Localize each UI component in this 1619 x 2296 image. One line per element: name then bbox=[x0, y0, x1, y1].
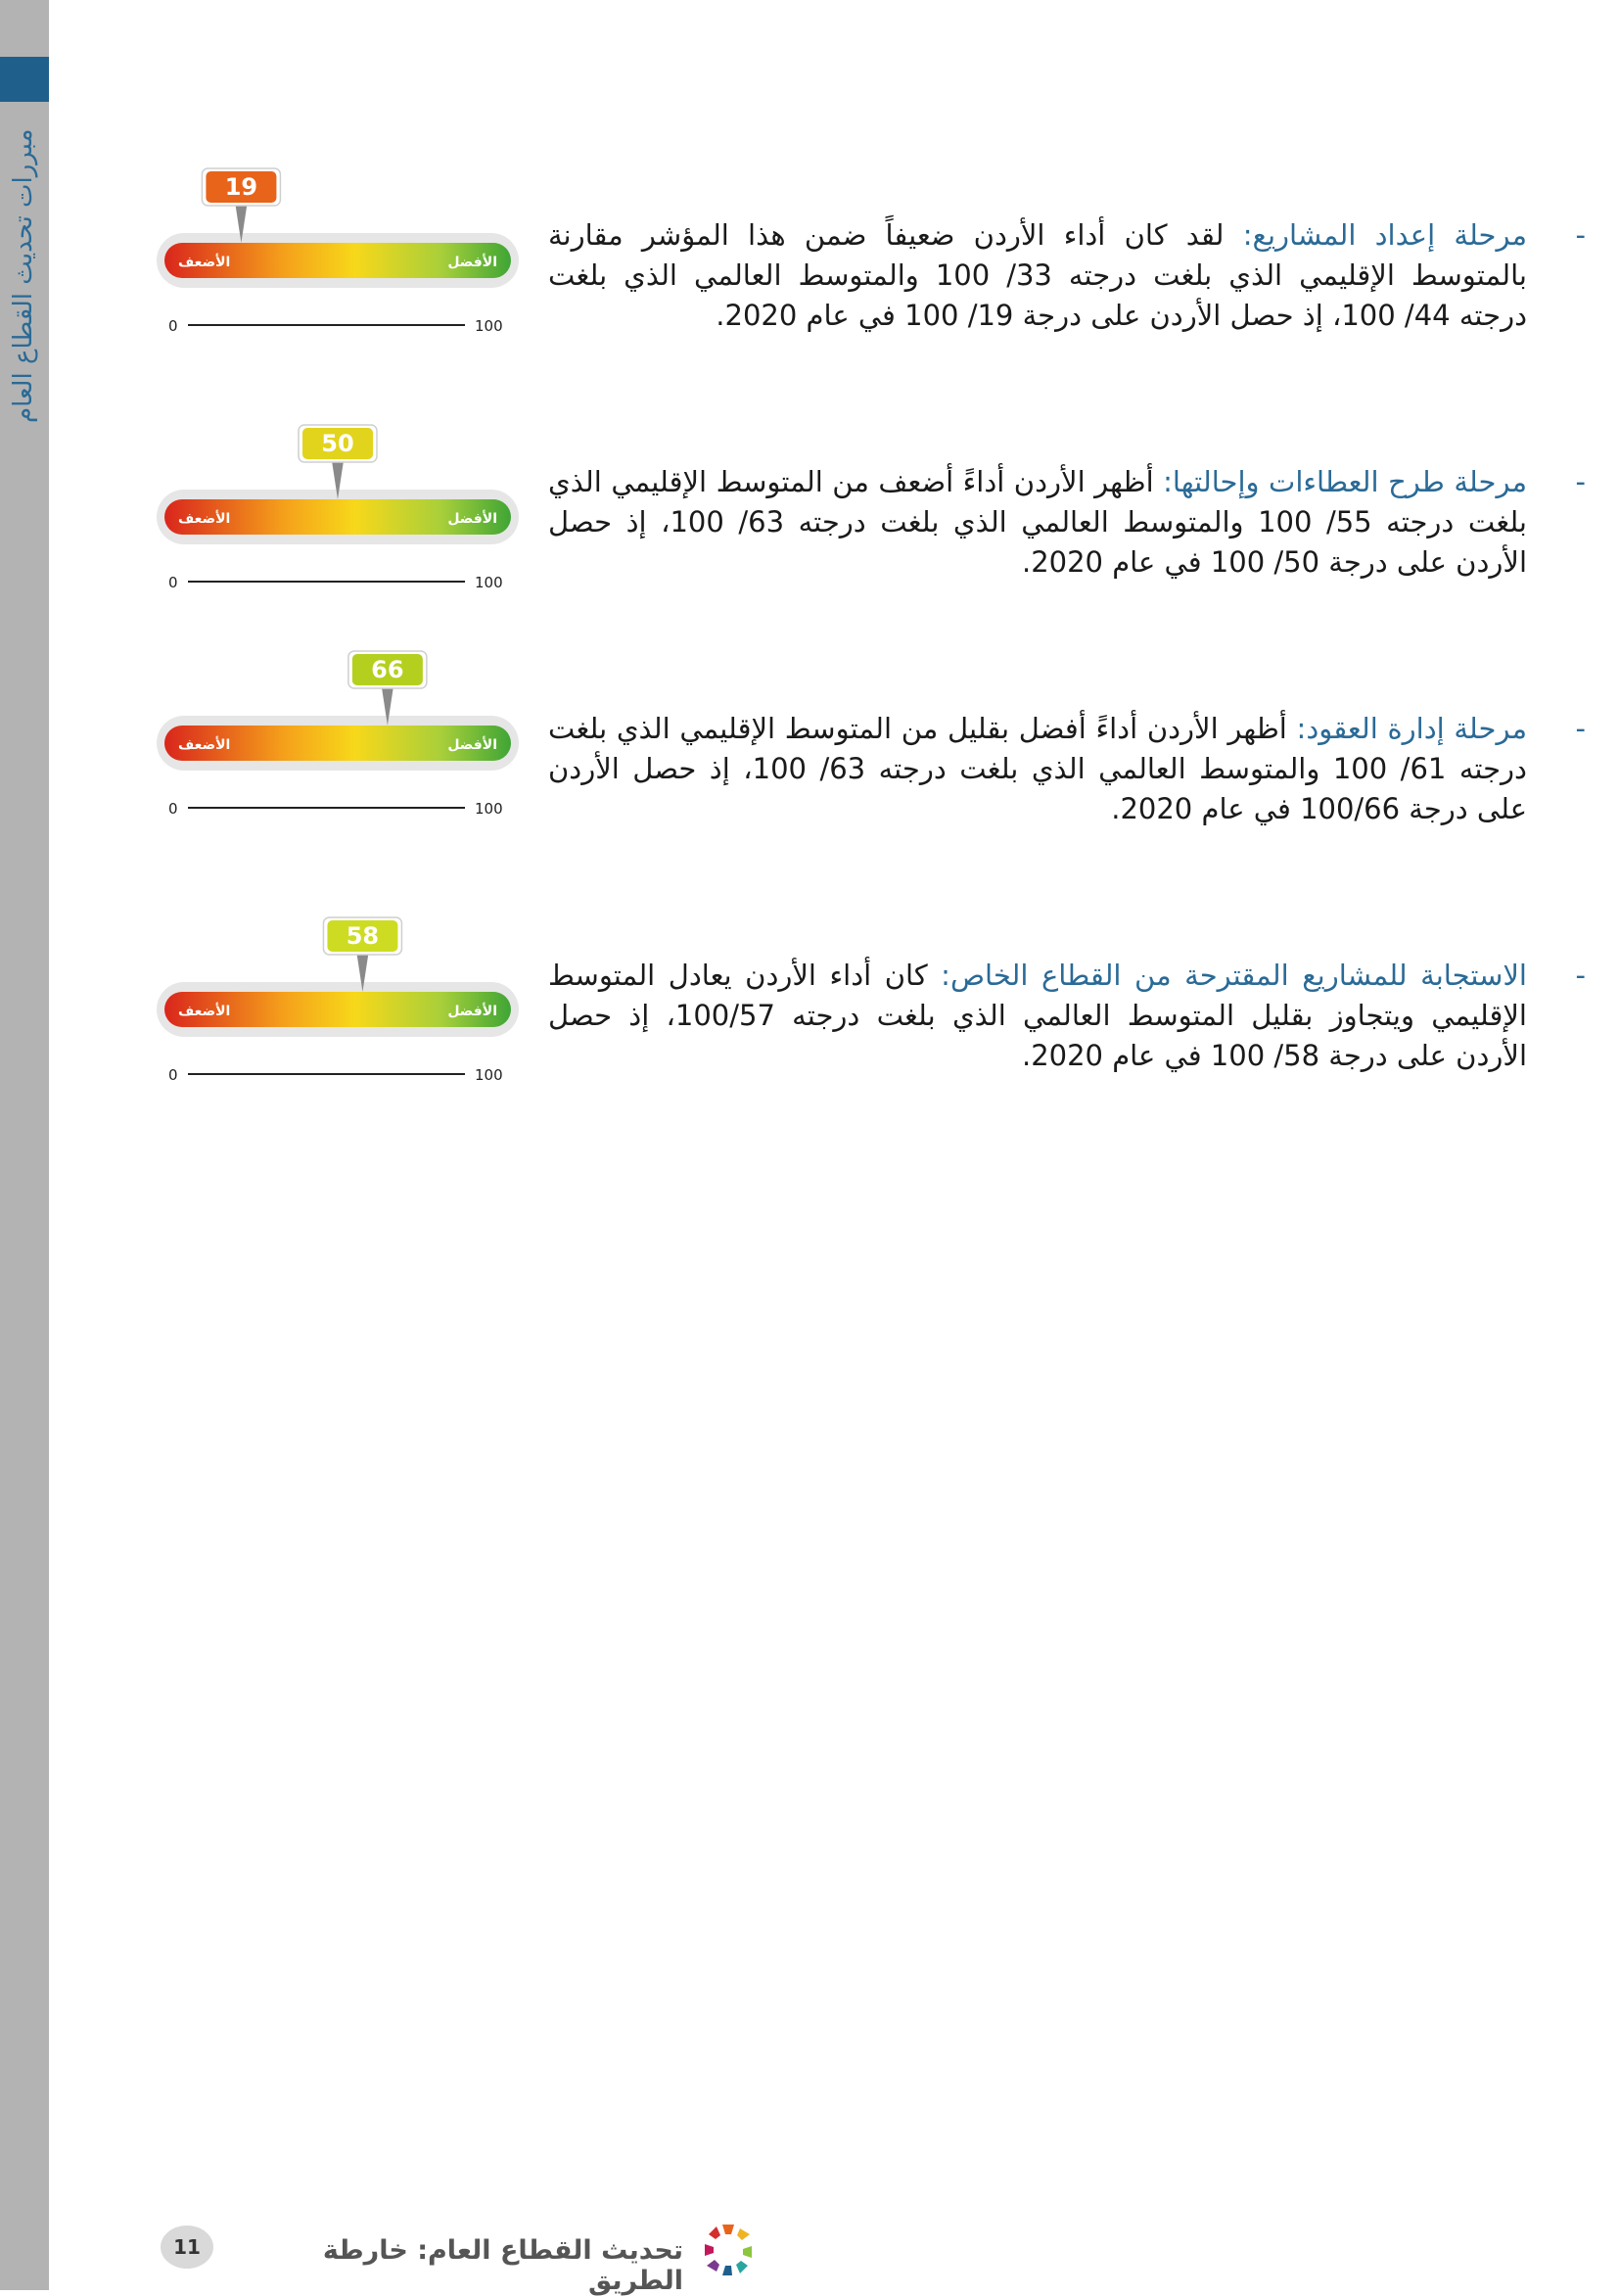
item-body: كان أداء الأردن يعادل المتوسط الإقليمي ويتجاوز بقليل المتوسط العالمي الذي بلغت درجته 100/57، إذ حصل الأردن على درجة 58/ 100 في عام 2020. bbox=[548, 959, 1527, 1072]
gauge-scale-right: 100 bbox=[475, 1066, 503, 1084]
bullet-dash: - bbox=[1575, 959, 1586, 992]
gauge-scale-right: 100 bbox=[475, 574, 503, 591]
bullet-dash: - bbox=[1575, 218, 1586, 252]
gauge-worst-label: الأضعف bbox=[178, 255, 231, 270]
logo-icon bbox=[687, 2211, 769, 2289]
sidebar-band bbox=[0, 0, 49, 2290]
gauge-score-label: 50 bbox=[321, 430, 354, 457]
gauge-scale-right: 100 bbox=[475, 800, 503, 818]
item-project-preparation bbox=[548, 215, 1586, 336]
item-heading: مرحلة طرح العطاءات وإحالتها: bbox=[1163, 465, 1527, 498]
gauge-graphic bbox=[147, 168, 529, 354]
page-number: 11 bbox=[161, 2226, 213, 2269]
gauge-worst-label: الأضعف bbox=[178, 511, 231, 527]
gauge-worst-label: الأضعف bbox=[178, 1004, 231, 1019]
gauge-scale-left: 0 bbox=[168, 574, 178, 591]
item-heading: مرحلة إدارة العقود: bbox=[1296, 712, 1527, 745]
gauge-score-label: 58 bbox=[346, 922, 380, 950]
item-heading: الاستجابة للمشاريع المقترحة من القطاع الخاص: bbox=[941, 959, 1527, 992]
gauge-best-label: الأفضل bbox=[447, 511, 497, 527]
gauge-project-preparation bbox=[147, 168, 529, 354]
gauge-best-label: الأفضل bbox=[447, 737, 497, 753]
sidebar-title: مبررات تحديث القطاع العام bbox=[9, 128, 38, 424]
gauge-score-label: 66 bbox=[371, 656, 404, 683]
gauge-tendering bbox=[147, 425, 529, 611]
item-body: أظهر الأردن أداءً أفضل بقليل من المتوسط الإقليمي الذي بلغت درجته 61/ 100 والمتوسط العالمي الذي بلغت درجته 63/ 100، إذ حصل الأردن على درجة 100/66 في عام 2020. bbox=[548, 712, 1527, 825]
gauge-contract-management bbox=[147, 651, 529, 837]
gauge-scale-left: 0 bbox=[168, 800, 178, 818]
bullet-dash: - bbox=[1575, 465, 1586, 498]
gauge-scale-left: 0 bbox=[168, 317, 178, 335]
gauge-best-label: الأفضل bbox=[447, 1004, 497, 1019]
gauge-private-proposals bbox=[147, 917, 529, 1103]
gauge-graphic bbox=[147, 917, 529, 1103]
item-body: أظهر الأردن أداءً أضعف من المتوسط الإقليمي الذي بلغت درجته 55/ 100 والمتوسط العالمي الذي بلغت درجته 63/ 100، إذ حصل الأردن على درجة 50/ 100 في عام 2020. bbox=[548, 465, 1527, 579]
item-tendering bbox=[548, 462, 1586, 583]
footer-title: تحديث القطاع العام: خارطة الطريق bbox=[322, 2235, 683, 2296]
item-heading: مرحلة إعداد المشاريع: bbox=[1242, 218, 1528, 252]
item-private-proposals bbox=[548, 956, 1586, 1076]
bullet-dash: - bbox=[1575, 712, 1586, 745]
gauge-scale-right: 100 bbox=[475, 317, 503, 335]
sidebar-accent-block bbox=[0, 57, 49, 102]
gauge-score-label: 19 bbox=[224, 173, 258, 201]
gauge-graphic bbox=[147, 651, 529, 837]
gauge-worst-label: الأضعف bbox=[178, 737, 231, 753]
gauge-scale-left: 0 bbox=[168, 1066, 178, 1084]
item-body: لقد كان أداء الأردن ضعيفاً ضمن هذا المؤشر مقارنة بالمتوسط الإقليمي الذي بلغت درجته 33/ 100 والمتوسط العالمي الذي بلغت درجته 44/ 100، إذ حصل الأردن على درجة 19/ 100 في عام 2020. bbox=[548, 218, 1527, 332]
gauge-graphic bbox=[147, 425, 529, 611]
item-contract-management bbox=[548, 709, 1586, 829]
gauge-best-label: الأفضل bbox=[447, 255, 497, 270]
